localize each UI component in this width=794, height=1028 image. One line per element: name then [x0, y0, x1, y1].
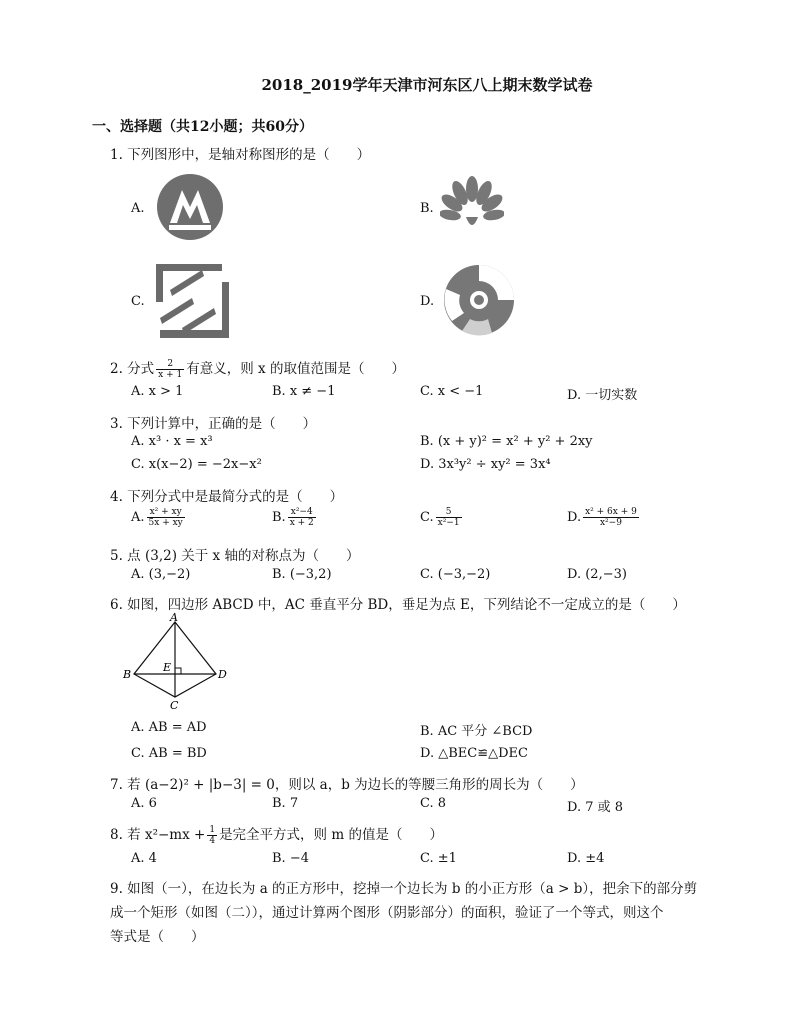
q6-option-d: D. △BEC≌△DEC	[420, 746, 528, 761]
q4-label-c: C.	[420, 510, 434, 525]
q3-option-a: A. x³ · x = x³	[131, 434, 213, 449]
q4-option-d	[567, 507, 641, 528]
q6-point-a: A	[170, 612, 178, 624]
q2-option-d: D. 一切实数	[567, 388, 638, 403]
q8-frac-num: 1	[209, 825, 216, 835]
q5-option-c: C. (−3,−2)	[420, 567, 491, 582]
q4-frac-a-num: x² + xy	[147, 507, 185, 518]
q7-option-a: A. 6	[131, 796, 157, 811]
q5-option-b: B. (−3,2)	[272, 567, 332, 582]
q2-frac-num: 2	[156, 359, 184, 370]
q8-fraction	[207, 825, 217, 846]
q4-frac-b-num: x²−4	[288, 507, 316, 518]
q4-frac-c-num: 5	[436, 507, 462, 518]
q5-stem: 5. 点 (3,2) 关于 x 轴的对称点为（ ）	[110, 548, 360, 564]
q4-frac-b-den: x + 2	[289, 518, 314, 528]
q2-suffix: 有意义，则 x 的取值范围是（ ）	[186, 361, 405, 377]
q4-frac-a-den: 5x + xy	[148, 518, 183, 528]
q6-option-c: C. AB = BD	[131, 746, 207, 761]
q9-line-1: 9. 如图（一），在边长为 a 的正方形中，挖掉一个边长为 b 的小正方形（a > b），把余下的部分剪	[110, 881, 698, 897]
q7-option-d: D. 7 或 8	[567, 800, 624, 815]
q1-label-b: B.	[420, 201, 434, 216]
q4-option-b	[272, 507, 318, 528]
q8-option-d: D. ±4	[567, 851, 605, 866]
q3-option-b: B. (x + y)² = x² + y² + 2xy	[420, 434, 593, 449]
q1-label-d: D.	[420, 294, 435, 309]
q6-option-a: A. AB = AD	[131, 720, 207, 735]
q5-option-d: D. (2,−3)	[567, 567, 627, 582]
q1-figure-c-icon	[152, 262, 232, 340]
q4-option-c	[420, 507, 464, 528]
q2-option-a: A. x > 1	[131, 384, 184, 399]
q3-stem: 3. 下列计算中，正确的是（ ）	[110, 416, 317, 432]
q7-option-b: B. 7	[272, 796, 299, 811]
q4-frac-c-den: x²−1	[437, 518, 460, 528]
q2-option-b: B. x ≠ −1	[272, 384, 336, 399]
q4-frac-c	[436, 507, 462, 528]
q8-stem	[110, 823, 443, 846]
q4-frac-d-num: x² + 6x + 9	[585, 507, 637, 517]
q6-point-d: D	[218, 668, 227, 681]
q1-label-c: C.	[131, 294, 145, 309]
q8-prefix: 8. 若 x²−mx +	[110, 827, 206, 843]
q4-frac-d-den: x²−9	[599, 518, 622, 528]
q8-option-a: A. 4	[131, 851, 157, 866]
q6-point-c: C	[170, 699, 179, 712]
q1-stem: 1. 下列图形中，是轴对称图形的是（ ）	[110, 147, 371, 163]
q2-prefix: 2. 分式	[110, 361, 155, 377]
q4-label-a: A.	[131, 510, 145, 525]
q8-option-b: B. −4	[272, 851, 309, 866]
q6-quadrilateral-diagram	[120, 612, 232, 716]
q8-suffix: 是完全平方式，则 m 的值是（ ）	[219, 827, 443, 843]
q2-option-c: C. x < −1	[420, 384, 484, 399]
q4-label-b: B.	[272, 510, 286, 525]
q9-line-3: 等式是（ ）	[110, 929, 205, 945]
q6-point-b: B	[123, 668, 132, 681]
q4-frac-d	[583, 507, 639, 528]
q1-figure-b-icon	[440, 175, 504, 235]
q5-option-a: A. (3,−2)	[131, 567, 191, 582]
q1-label-a: A.	[131, 201, 145, 216]
q4-option-a	[131, 507, 187, 528]
q4-label-d: D.	[567, 510, 582, 525]
q1-figure-a-icon	[156, 173, 224, 241]
q7-stem: 7. 若 (a−2)² + |b−3| = 0，则以 a，b 为边长的等腰三角形的周长为（ ）	[110, 777, 584, 793]
page-title: 2018_2019学年天津市河东区八上期末数学试卷	[261, 76, 593, 94]
q9-line-2: 成一个矩形（如图（二）），通过计算两个图形（阴影部分）的面积，验证了一个等式，则这个	[110, 905, 664, 921]
section-heading: 一、选择题（共12小题；共60分）	[92, 119, 313, 135]
q6-option-b: B. AC 平分 ∠BCD	[420, 724, 533, 739]
q6-point-e: E	[163, 661, 172, 674]
q4-frac-a	[147, 507, 185, 528]
q4-stem: 4. 下列分式中是最简分式的是（ ）	[110, 489, 344, 505]
q7-option-c: C. 8	[420, 796, 447, 811]
q3-option-d: D. 3x³y² ÷ xy² = 3x⁴	[420, 457, 551, 472]
q2-fraction	[156, 359, 184, 380]
q6-stem: 6. 如图，四边形 ABCD 中，AC 垂直平分 BD，垂足为点 E，下列结论不一定成立的是（ ）	[110, 597, 686, 613]
q2-stem	[110, 357, 405, 380]
q2-frac-den: x + 1	[158, 370, 183, 380]
q8-frac-den: 4	[209, 836, 216, 846]
q4-frac-b	[288, 507, 316, 528]
q1-figure-d-icon	[442, 263, 516, 337]
q3-option-c: C. x(x−2) = −2x−x²	[131, 457, 262, 472]
q8-option-c: C. ±1	[420, 851, 457, 866]
